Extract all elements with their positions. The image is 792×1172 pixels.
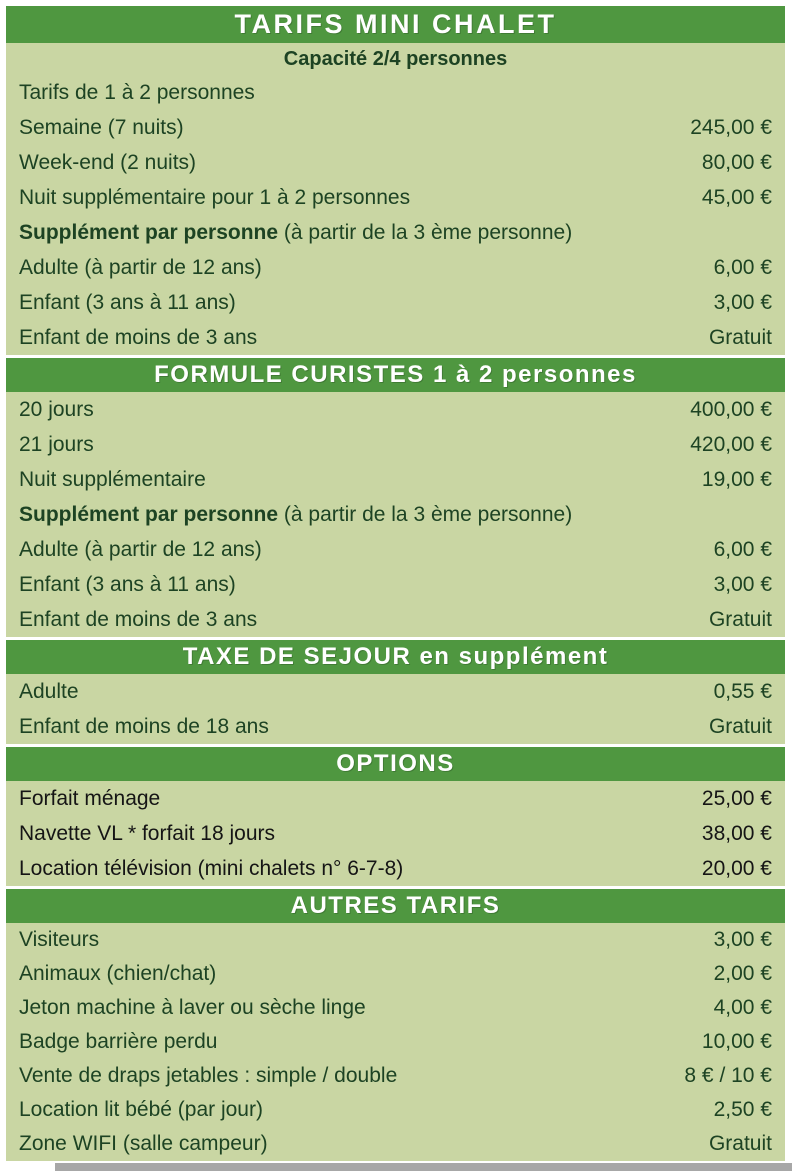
row-price: Gratuit bbox=[708, 325, 772, 349]
row-label bbox=[19, 81, 772, 105]
table-row bbox=[6, 215, 785, 250]
table-row bbox=[6, 285, 785, 320]
horizontal-scrollbar[interactable] bbox=[0, 1161, 792, 1172]
table-row bbox=[6, 851, 785, 886]
row-label bbox=[19, 538, 714, 562]
row-price: 20,00 € bbox=[701, 856, 772, 880]
table-row bbox=[6, 1059, 785, 1093]
row-label bbox=[19, 291, 714, 315]
section-rows bbox=[6, 392, 785, 637]
row-price: 2,00 € bbox=[713, 962, 772, 985]
row-price: 10,00 € bbox=[701, 1030, 772, 1053]
row-price: 3,00 € bbox=[713, 290, 772, 314]
table-row bbox=[6, 567, 785, 602]
section-header bbox=[6, 6, 785, 43]
scrollbar-thumb[interactable] bbox=[55, 1163, 792, 1171]
row-label-text: Enfant (3 ans à 11 ans) bbox=[19, 572, 236, 596]
row-label-text: 21 jours bbox=[19, 432, 94, 456]
row-price: 4,00 € bbox=[713, 996, 772, 1019]
section-subtitle bbox=[6, 43, 785, 75]
row-label-bold: Supplément par personne bbox=[19, 502, 279, 526]
row-label-text: Navette VL * forfait 18 jours bbox=[19, 821, 276, 845]
row-label bbox=[19, 1132, 709, 1156]
table-row bbox=[6, 497, 785, 532]
row-label bbox=[19, 928, 714, 952]
row-label bbox=[19, 573, 714, 597]
table-row bbox=[6, 392, 785, 427]
row-label-text: Animaux (chien/chat) bbox=[19, 962, 217, 985]
section-header-label: AUTRES TARIFS bbox=[290, 892, 501, 919]
row-label bbox=[19, 787, 702, 811]
row-label-text: Enfant de moins de 3 ans bbox=[19, 325, 258, 349]
section-1 bbox=[6, 358, 785, 637]
row-price: 2,50 € bbox=[713, 1098, 772, 1121]
section-header-label: TAXE DE SEJOUR en supplément bbox=[182, 643, 609, 670]
row-label bbox=[19, 256, 714, 280]
table-row bbox=[6, 462, 785, 497]
row-price: 19,00 € bbox=[701, 467, 772, 491]
table-row bbox=[6, 180, 785, 215]
row-price: 6,00 € bbox=[713, 255, 772, 279]
section-rows bbox=[6, 75, 785, 355]
row-label bbox=[19, 433, 690, 457]
row-price: 80,00 € bbox=[701, 150, 772, 174]
section-2 bbox=[6, 640, 785, 744]
row-label bbox=[19, 1098, 714, 1122]
row-label bbox=[19, 398, 690, 422]
section-header bbox=[6, 747, 785, 781]
table-row bbox=[6, 320, 785, 355]
section-header-label: FORMULE CURISTES 1 à 2 personnes bbox=[154, 361, 637, 388]
table-row bbox=[6, 1127, 785, 1161]
row-price: 6,00 € bbox=[713, 537, 772, 561]
row-label-text: Week-end (2 nuits) bbox=[19, 150, 197, 174]
row-label-text: Visiteurs bbox=[19, 928, 100, 951]
row-label bbox=[19, 857, 702, 881]
row-label-text: Semaine (7 nuits) bbox=[19, 115, 184, 139]
section-rows bbox=[6, 781, 785, 886]
section-3 bbox=[6, 747, 785, 886]
row-label-text: (à partir de la 3 ème personne) bbox=[278, 220, 573, 244]
row-price: Gratuit bbox=[708, 607, 772, 631]
row-price: Gratuit bbox=[708, 1132, 772, 1155]
row-label bbox=[19, 116, 690, 140]
row-label-text: (à partir de la 3 ème personne) bbox=[278, 502, 573, 526]
table-row bbox=[6, 250, 785, 285]
row-label-text: Badge barrière perdu bbox=[19, 1030, 218, 1053]
row-label-text: Zone WIFI (salle campeur) bbox=[19, 1132, 268, 1155]
row-price: 245,00 € bbox=[690, 115, 772, 139]
row-label-text: Adulte (à partir de 12 ans) bbox=[19, 255, 262, 279]
table-row bbox=[6, 957, 785, 991]
row-label-text: Location télévision (mini chalets n° 6-7-8) bbox=[19, 856, 404, 880]
table-row bbox=[6, 1025, 785, 1059]
table-row bbox=[6, 816, 785, 851]
row-label bbox=[19, 608, 709, 632]
table-row bbox=[6, 532, 785, 567]
section-rows bbox=[6, 923, 785, 1161]
table-row bbox=[6, 427, 785, 462]
row-label bbox=[19, 468, 702, 492]
row-price: 420,00 € bbox=[690, 432, 772, 456]
row-label bbox=[19, 1064, 684, 1088]
row-label-text: Enfant de moins de 18 ans bbox=[19, 714, 269, 738]
row-label-text: Forfait ménage bbox=[19, 786, 161, 810]
row-label-text: Tarifs de 1 à 2 personnes bbox=[19, 80, 255, 104]
row-label-text: 20 jours bbox=[19, 397, 94, 421]
row-price: 8 € / 10 € bbox=[684, 1064, 772, 1087]
section-header bbox=[6, 640, 785, 674]
row-price: Gratuit bbox=[708, 714, 772, 738]
row-price: 3,00 € bbox=[713, 928, 772, 951]
row-label bbox=[19, 715, 709, 739]
row-label bbox=[19, 1030, 702, 1054]
table-row bbox=[6, 145, 785, 180]
section-4 bbox=[6, 889, 785, 1161]
section-header-label: TARIFS MINI CHALET bbox=[234, 9, 557, 39]
row-label-text: Nuit supplémentaire bbox=[19, 467, 206, 491]
row-price: 45,00 € bbox=[701, 185, 772, 209]
section-header bbox=[6, 358, 785, 392]
table-row bbox=[6, 602, 785, 637]
row-label bbox=[19, 151, 702, 175]
section-header-label: OPTIONS bbox=[336, 750, 455, 777]
tariff-table bbox=[6, 6, 785, 1161]
row-label bbox=[19, 326, 709, 350]
row-label-text: Adulte (à partir de 12 ans) bbox=[19, 537, 262, 561]
row-label bbox=[19, 186, 702, 210]
row-label-text: Jeton machine à laver ou sèche linge bbox=[19, 996, 366, 1019]
row-price: 400,00 € bbox=[690, 397, 772, 421]
row-label bbox=[19, 822, 702, 846]
table-row bbox=[6, 923, 785, 957]
table-row bbox=[6, 991, 785, 1025]
table-row bbox=[6, 1093, 785, 1127]
table-row bbox=[6, 674, 785, 709]
row-label-text: Vente de draps jetables : simple / double bbox=[19, 1064, 398, 1087]
row-price: 3,00 € bbox=[713, 572, 772, 596]
row-label bbox=[19, 680, 714, 704]
section-header bbox=[6, 889, 785, 923]
row-label-text: Adulte bbox=[19, 679, 79, 703]
row-price: 38,00 € bbox=[701, 821, 772, 845]
row-label bbox=[19, 221, 772, 245]
row-price: 0,55 € bbox=[713, 679, 772, 703]
row-price: 25,00 € bbox=[701, 786, 772, 810]
section-subtitle-label: Capacité 2/4 personnes bbox=[283, 47, 508, 70]
table-row bbox=[6, 110, 785, 145]
row-label-text: Nuit supplémentaire pour 1 à 2 personnes bbox=[19, 185, 411, 209]
table-row bbox=[6, 709, 785, 744]
row-label-text: Location lit bébé (par jour) bbox=[19, 1098, 263, 1121]
row-label bbox=[19, 962, 714, 986]
row-label-text: Enfant de moins de 3 ans bbox=[19, 607, 258, 631]
row-label-text: Enfant (3 ans à 11 ans) bbox=[19, 290, 236, 314]
row-label bbox=[19, 996, 714, 1020]
row-label bbox=[19, 503, 772, 527]
table-row bbox=[6, 781, 785, 816]
row-label-bold: Supplément par personne bbox=[19, 220, 279, 244]
section-0 bbox=[6, 6, 785, 355]
section-rows bbox=[6, 674, 785, 744]
table-row bbox=[6, 75, 785, 110]
